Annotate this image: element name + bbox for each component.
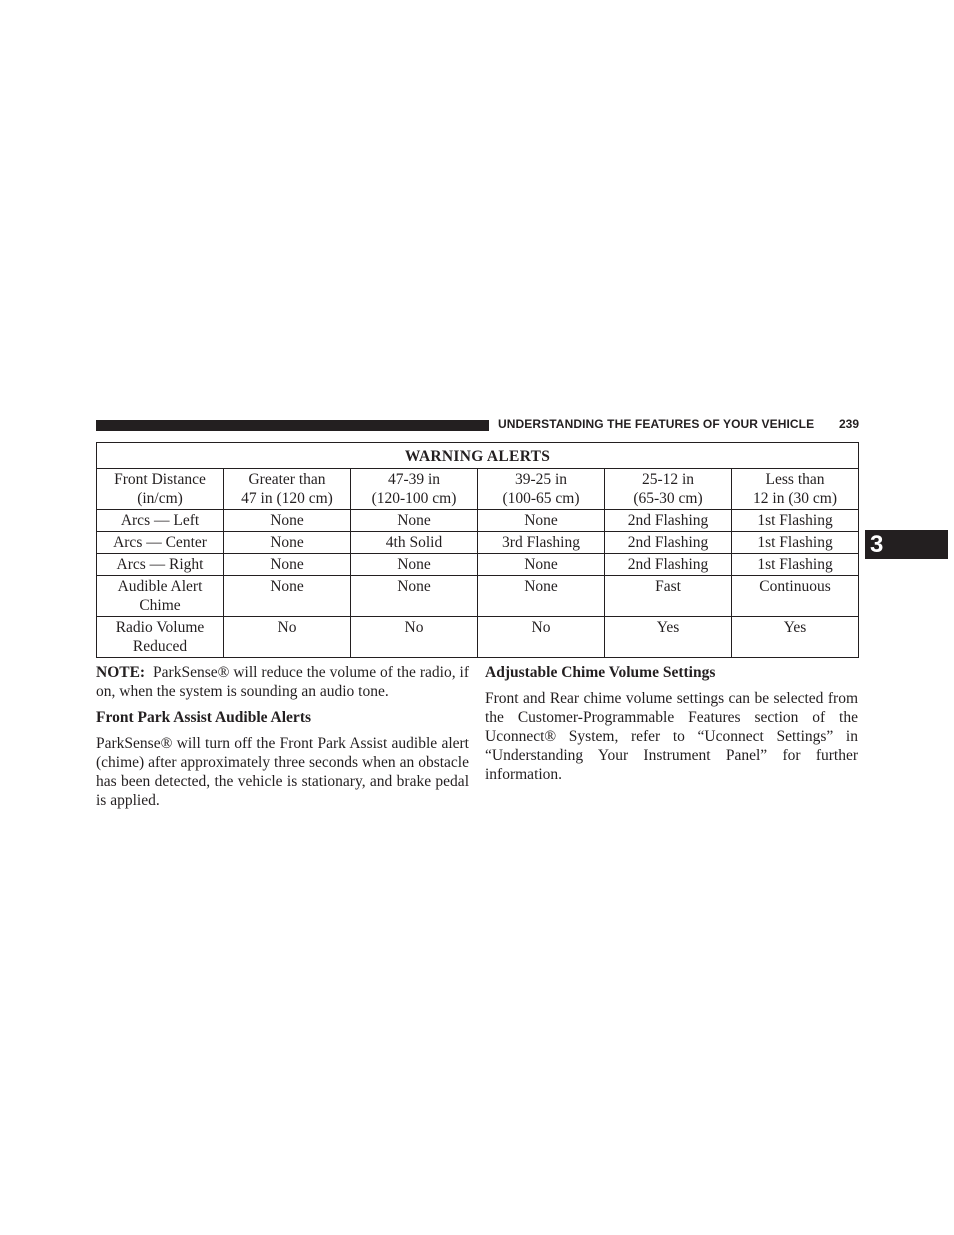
cell-line: 1st Flashing [757, 512, 833, 529]
right-column [485, 663, 858, 793]
section-heading-chime-volume: Adjustable Chime Volume Settings [485, 664, 716, 681]
table-cell [351, 554, 478, 576]
cell-line: Reduced [132, 638, 188, 655]
cell-line: Chime [139, 597, 181, 614]
table-cell [732, 510, 859, 532]
left-column [96, 663, 469, 819]
table-row [97, 617, 859, 658]
cell-line: 2nd Flashing [627, 556, 709, 573]
cell-line: None [270, 534, 304, 551]
table-cell [605, 532, 732, 554]
note-paragraph [96, 663, 469, 701]
cell-line: Greater than [248, 471, 326, 488]
cell-line: None [524, 556, 558, 573]
table-cell [605, 617, 732, 658]
cell-line: Front Distance [114, 471, 206, 488]
cell-line: 2nd Flashing [627, 534, 709, 551]
cell-line: Radio Volume [115, 619, 205, 636]
table-row [97, 510, 859, 532]
cell-line: Yes [656, 619, 680, 636]
note-label: NOTE: [96, 664, 146, 681]
cell-line: No [404, 619, 424, 636]
table-cell [351, 617, 478, 658]
table-cell [224, 576, 351, 617]
cell-line: None [270, 578, 304, 595]
row-label [97, 532, 224, 554]
table-cell [224, 617, 351, 658]
cell-line: None [397, 512, 431, 529]
cell-line: 47 in (120 cm) [241, 490, 333, 507]
cell-line: Arcs — Left [120, 512, 200, 529]
table-cell [478, 532, 605, 554]
cell-line: Arcs — Right [116, 556, 204, 573]
cell-line: 2nd Flashing [627, 512, 709, 529]
cell-line: Arcs — Center [113, 534, 207, 551]
row-label [97, 576, 224, 617]
cell-line: No [531, 619, 551, 636]
table-cell [605, 576, 732, 617]
row-label [97, 510, 224, 532]
cell-line: Yes [783, 619, 807, 636]
table-cell [478, 617, 605, 658]
cell-line: Continuous [759, 578, 831, 595]
cell-line: 25-12 in [641, 471, 695, 488]
table-cell [732, 532, 859, 554]
table-cell [732, 617, 859, 658]
column-header [224, 469, 351, 510]
table-cell [224, 554, 351, 576]
body-paragraph: ParkSense® will turn off the Front Park Assist audible alert (chime) after approximately three seconds when an obstacle has been detected, the vehicle is stationary, and brake pedal is applied. [96, 735, 469, 809]
cell-line: 3rd Flashing [502, 534, 580, 551]
cell-line: None [524, 512, 558, 529]
section-heading-front-park-assist: Front Park Assist Audible Alerts [96, 709, 312, 726]
column-header [605, 469, 732, 510]
table-caption: WARNING ALERTS [97, 443, 859, 469]
cell-line: (100-65 cm) [502, 490, 580, 507]
page-number: 239 [838, 417, 859, 431]
table-row [97, 576, 859, 617]
table-cell [605, 510, 732, 532]
table-cell [732, 554, 859, 576]
table-cell [478, 554, 605, 576]
table-cell [478, 576, 605, 617]
table-cell [351, 510, 478, 532]
row-label [97, 617, 224, 658]
cell-line: None [397, 556, 431, 573]
cell-line: (65-30 cm) [633, 490, 703, 507]
cell-line: (in/cm) [137, 490, 183, 507]
note-text: ParkSense® will reduce the volume of the radio, if on, when the system is sounding an audio tone. [96, 664, 469, 700]
cell-line: Audible Alert [117, 578, 203, 595]
table-cell [224, 532, 351, 554]
table-cell [224, 510, 351, 532]
cell-line: None [270, 556, 304, 573]
cell-line: (120-100 cm) [371, 490, 457, 507]
table-cell [478, 510, 605, 532]
table-cell [351, 532, 478, 554]
table-row [97, 532, 859, 554]
table-header-row [97, 469, 859, 510]
cell-line: 4th Solid [385, 534, 443, 551]
cell-line: 39-25 in [514, 471, 568, 488]
cell-line: None [524, 578, 558, 595]
body-paragraph: Front and Rear chime volume settings can be selected from the Customer-Programmable Features section of the Uconnect® System, refer to “Uconnect Settings” in “Understanding Your Instrument Panel” for further information. [485, 690, 858, 783]
chapter-tab: 3 [865, 530, 948, 559]
header-rule [96, 420, 489, 431]
column-header [478, 469, 605, 510]
table-cell [605, 554, 732, 576]
column-header [97, 469, 224, 510]
row-label [97, 554, 224, 576]
running-header-title: UNDERSTANDING THE FEATURES OF YOUR VEHICLE [498, 417, 815, 431]
column-header [732, 469, 859, 510]
cell-line: Less than [765, 471, 825, 488]
cell-line: Fast [655, 578, 681, 595]
cell-line: 1st Flashing [757, 534, 833, 551]
table-cell [351, 576, 478, 617]
cell-line: 47-39 in [387, 471, 441, 488]
cell-line: None [270, 512, 304, 529]
table-cell [732, 576, 859, 617]
cell-line: 1st Flashing [757, 556, 833, 573]
column-header [351, 469, 478, 510]
warning-alerts-table [96, 442, 859, 658]
cell-line: 12 in (30 cm) [753, 490, 837, 507]
cell-line: No [277, 619, 297, 636]
table-row [97, 554, 859, 576]
cell-line: None [397, 578, 431, 595]
